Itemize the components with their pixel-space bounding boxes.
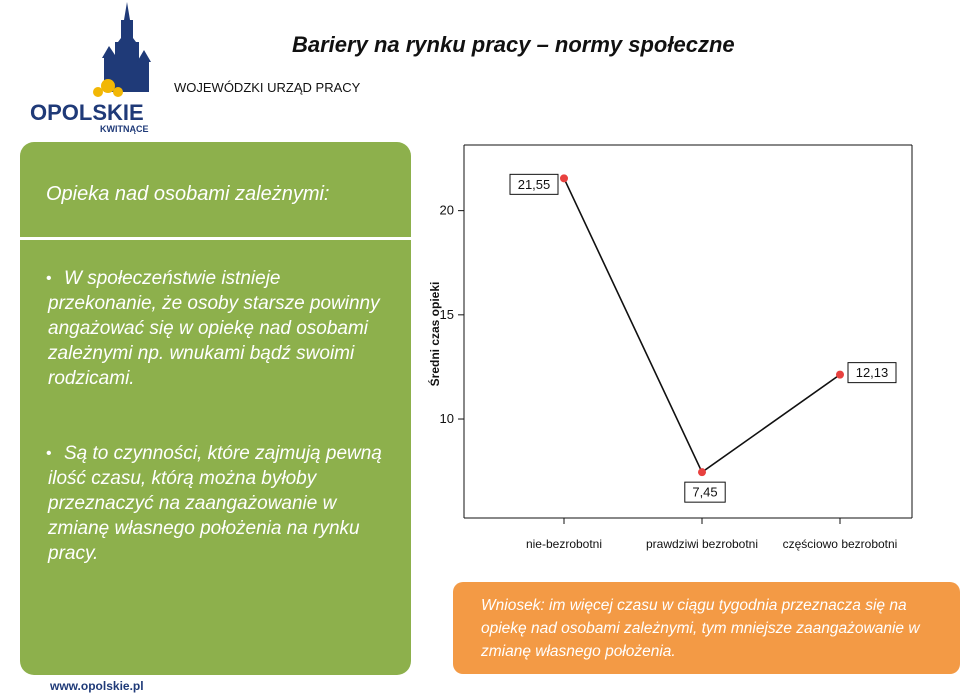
line-chart — [412, 140, 960, 560]
data-label: 7,45 — [692, 484, 718, 500]
bullet-point — [48, 441, 388, 566]
office-name: WOJEWÓDZKI URZĄD PRACY — [174, 80, 361, 95]
data-label: 21,55 — [517, 176, 551, 192]
y-tick-label: 15 — [439, 306, 454, 322]
data-point — [698, 468, 706, 476]
bullet-point — [48, 266, 388, 391]
panel-divider — [20, 237, 411, 240]
bullet-text: W społeczeństwie istnieje przekonanie, że osoby starsze powinny angażować się w opiekę nad osobami zależnymi np. wnukami bądź swoimi rodzicami. — [48, 268, 380, 389]
x-tick-label: częściowo bezrobotni — [782, 537, 898, 551]
bullet-icon: • — [46, 270, 52, 287]
x-tick-label: nie-bezrobotni — [525, 537, 603, 551]
logo-name: OPOLSKIE — [30, 100, 144, 125]
page-title: Bariery na rynku pracy – normy społeczne — [292, 32, 735, 57]
panel-heading: Opieka nad osobami zależnymi: — [46, 183, 330, 205]
website-link[interactable]: www.opolskie.pl — [50, 679, 144, 693]
x-ticks — [526, 518, 897, 551]
y-axis-label: Średni czas opieki — [428, 281, 442, 387]
y-tick-label: 20 — [439, 202, 454, 218]
data-point — [836, 371, 844, 379]
series-group — [510, 174, 896, 502]
bullet-icon: • — [46, 445, 52, 462]
x-tick-label: prawdziwi bezrobotni — [645, 537, 759, 551]
opolskie-logo — [0, 0, 160, 140]
logo-tagline: KWITNĄCE — [100, 124, 149, 134]
bullet-text: Są to czynności, które zajmują pewną ilość czasu, którą można byłoby przeznaczyć na zaangażowanie w zmianę własnego położenia na rynku pracy. — [48, 443, 382, 564]
y-ticks — [440, 203, 464, 426]
conclusion-text: Wniosek: im więcej czasu w ciągu tygodnia przeznacza się na opiekę nad osobami zależnymi, tym mniejsze zaangażowanie w zmianę własnego położenia. — [481, 597, 920, 660]
info-panel — [20, 142, 411, 675]
tower-icon — [102, 2, 151, 92]
series-line — [564, 178, 840, 472]
data-point — [560, 174, 568, 182]
y-tick-label: 10 — [439, 411, 454, 427]
data-label: 12,13 — [855, 365, 889, 381]
